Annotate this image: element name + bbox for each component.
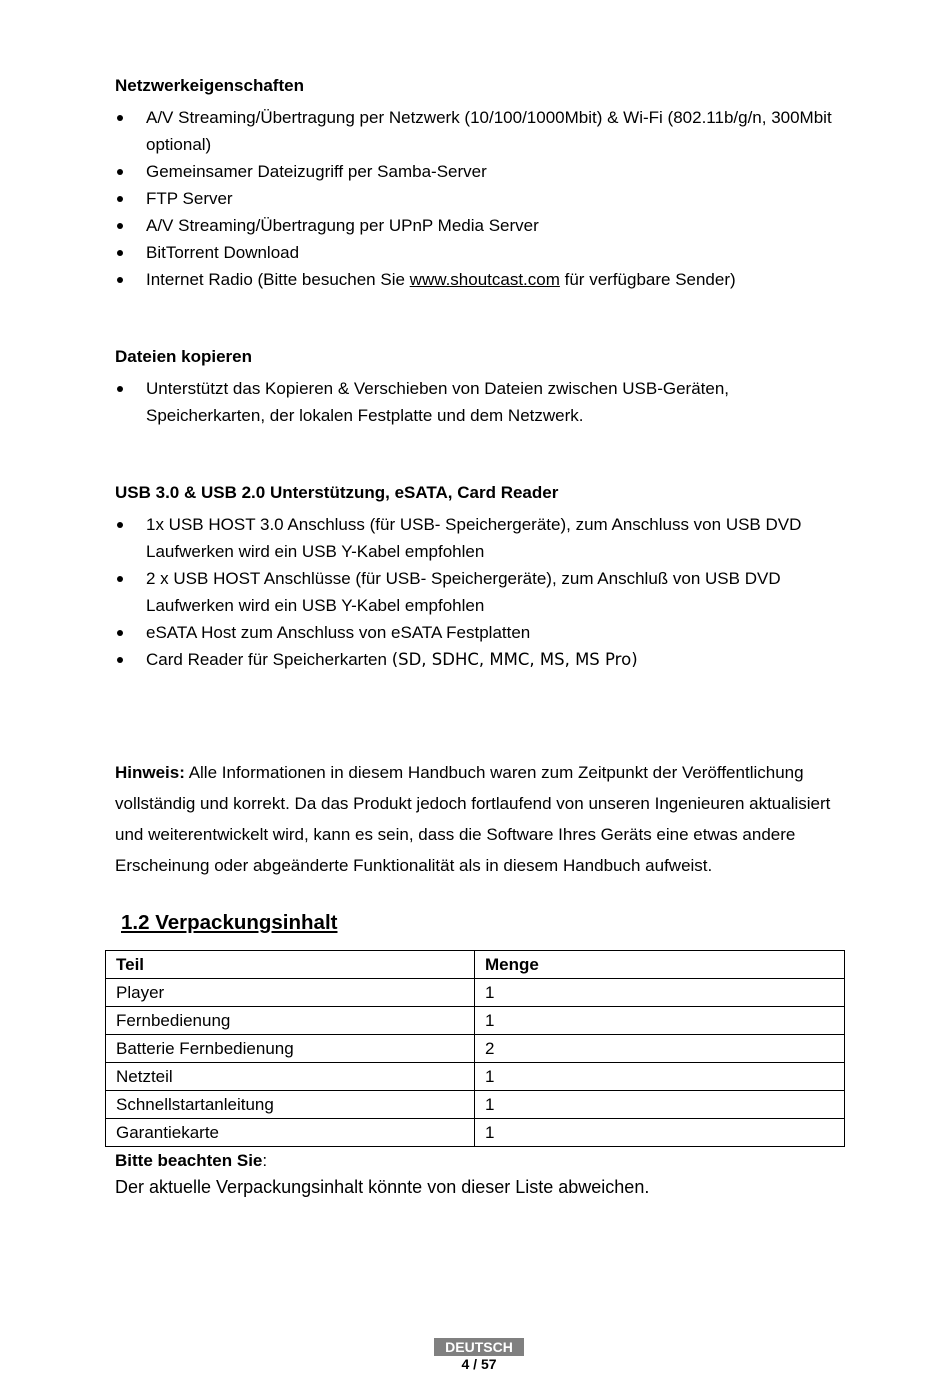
list-item: A/V Streaming/Übertragung per UPnP Media Server: [114, 212, 854, 239]
shoutcast-link[interactable]: www.shoutcast.com: [409, 270, 560, 289]
list-item: A/V Streaming/Übertragung per Netzwerk (10/100/1000Mbit) & Wi-Fi (802.11b/g/n, 300Mbit optional): [114, 104, 854, 158]
list-item: FTP Server: [114, 185, 854, 212]
table-row: [106, 1007, 845, 1035]
list-item-internet-radio: [114, 266, 854, 293]
cell-quantity: 1: [475, 1007, 845, 1035]
card-reader-prefix: Card Reader für Speicherkarten: [146, 650, 392, 669]
cell-part: Player: [106, 979, 475, 1007]
usb-heading: USB 3.0 & USB 2.0 Unterstützung, eSATA, Card Reader: [115, 483, 559, 502]
table-row: [106, 979, 845, 1007]
card-reader-formats: (SD, SDHC, MMC, MS, MS Pro): [391, 650, 638, 669]
cell-part: Fernbedienung: [106, 1007, 475, 1035]
cell-part: Garantiekarte: [106, 1119, 475, 1147]
cell-part: Netzteil: [106, 1063, 475, 1091]
column-header-quantity: Menge: [475, 951, 845, 979]
page-number: 4 / 57: [461, 1356, 497, 1372]
cell-quantity: 1: [475, 979, 845, 1007]
remark-label: Bitte beachten Sie: [115, 1151, 263, 1170]
cell-part: Schnellstartanleitung: [106, 1091, 475, 1119]
list-item: eSATA Host zum Anschluss von eSATA Festplatten: [114, 619, 829, 646]
remark-text: Der aktuelle Verpackungsinhalt könnte von dieser Liste abweichen.: [115, 1177, 650, 1197]
section-title: 1.2 Verpackungsinhalt: [121, 911, 338, 934]
cell-quantity: 1: [475, 1091, 845, 1119]
cell-quantity: 1: [475, 1063, 845, 1091]
table-header-row: [106, 951, 845, 979]
table-row: [106, 1035, 845, 1063]
note-paragraph: [115, 757, 850, 881]
list-item: Gemeinsamer Dateizugriff per Samba-Server: [114, 158, 854, 185]
list-item: 2 x USB HOST Anschlüsse (für USB- Speichergeräte), zum Anschluß von USB DVD Laufwerken wird ein USB Y-Kabel empfohlen: [114, 565, 829, 619]
copy-heading: Dateien kopieren: [115, 347, 252, 366]
radio-suffix: für verfügbare Sender): [559, 270, 736, 289]
remark-colon: :: [262, 1151, 268, 1170]
cell-quantity: 1: [475, 1119, 845, 1147]
note-label: Hinweis:: [115, 763, 185, 782]
network-list: [114, 104, 854, 293]
table-row: [106, 1063, 845, 1091]
remark-heading: [115, 1151, 267, 1171]
list-item: Unterstützt das Kopieren & Verschieben von Dateien zwischen USB-Geräten, Speicherkarten, der lokalen Festplatte und dem Netzwerk.: [114, 375, 754, 429]
table-row: [106, 1091, 845, 1119]
table-row: [106, 1119, 845, 1147]
list-item: 1x USB HOST 3.0 Anschluss (für USB- Speichergeräte), zum Anschluss von USB DVD Laufwerken wird ein USB Y-Kabel empfohlen: [114, 511, 829, 565]
cell-quantity: 2: [475, 1035, 845, 1063]
copy-list: [114, 375, 754, 429]
usb-list: [114, 511, 829, 673]
radio-prefix: Internet Radio (Bitte besuchen Sie: [146, 270, 410, 289]
package-contents-table: [105, 950, 845, 1147]
network-heading: Netzwerkeigenschaften: [115, 76, 304, 95]
cell-part: Batterie Fernbedienung: [106, 1035, 475, 1063]
language-badge: DEUTSCH: [434, 1338, 524, 1356]
list-item: BitTorrent Download: [114, 239, 854, 266]
column-header-part: Teil: [106, 951, 475, 979]
note-text: Alle Informationen in diesem Handbuch waren zum Zeitpunkt der Veröffentlichung vollständig und korrekt. Da das Produkt jedoch fortlaufend von unseren Ingenieuren aktualisiert und weiterentwickelt wird, kann es sein, dass die Software Ihres Geräts eine etwas andere Erscheinung oder abgeänderte Funktionalität als in diesem Handbuch aufweist.: [115, 763, 831, 875]
list-item-card-reader: [114, 646, 829, 673]
